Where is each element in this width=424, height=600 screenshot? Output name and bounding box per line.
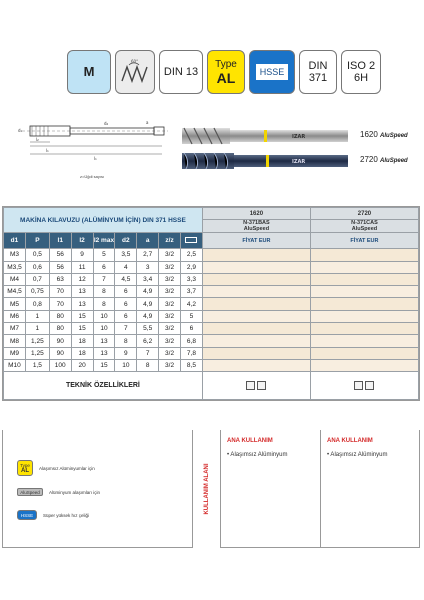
product-sub-text: AluSpeed [243,226,270,233]
svg-text:a: a [146,120,149,125]
tool-icon [365,381,374,390]
tech-features-label: TEKNİK ÖZELLİKLERİ [4,372,203,400]
type-al-badge [207,50,245,94]
table-cell: 1,25 [25,347,49,359]
col-header: l2 max [93,233,115,249]
table-row [4,359,419,371]
din371-line1: DIN [308,60,328,72]
table-cell: 3/2 [159,249,181,261]
price-cell [310,261,418,273]
table-cell: 8 [115,335,137,347]
table-cell: 2,9 [180,261,202,273]
type-al-chip [17,460,33,476]
table-cell: 2,5 [180,249,202,261]
table-cell: 1,25 [25,335,49,347]
col-header: d2 [115,233,137,249]
table-cell: 3/2 [159,359,181,371]
drawing-caption: z=Üğdi sayısı [80,174,105,179]
table-cell: 9 [115,347,137,359]
table-cell: 63 [49,273,71,285]
col-header: l1 [49,233,71,249]
table-cell: 11 [71,261,93,273]
price-cell [202,261,310,273]
table-cell: 8 [137,359,159,371]
product-sub-text: AluSpeed [351,226,378,233]
table-cell: 6,8 [180,335,202,347]
chip-small-text: Type [20,462,30,468]
table-row [4,323,419,335]
table-cell: 15 [93,359,115,371]
col-header: z/z [159,233,181,249]
table-cell: 13 [93,347,115,359]
tech-icons-1620 [202,372,310,400]
table-cell: 0,7 [25,273,49,285]
table-cell: 3/2 [159,298,181,310]
type-label: Type [215,58,237,70]
table-cell: 80 [49,310,71,322]
table-cell: 90 [49,347,71,359]
table-row [4,261,419,273]
table-cell: 12 [71,273,93,285]
table-cell: 7,8 [180,347,202,359]
legend-item-hsse [17,510,89,520]
iso-line1: ISO 2 [346,60,376,72]
tool-label-2720 [360,155,408,164]
table-cell: 0,8 [25,298,49,310]
table-cell: 0,5 [25,249,49,261]
legend-item-aluspeed [17,488,100,496]
hsse-badge [249,50,295,94]
table-cell: 6 [180,323,202,335]
table-cell: 3,4 [137,273,159,285]
tool-photo-1620 [182,125,348,147]
table-cell: 8 [93,298,115,310]
table-title: MAKİNA KILAVUZU (ALÜMİNYUM İÇİN) DIN 371 HSSE [4,208,203,233]
price-cell [310,323,418,335]
table-cell: 6 [115,310,137,322]
table-cell: M6 [4,310,26,322]
price-cell [202,310,310,322]
legend [3,430,193,548]
table-cell: 56 [49,249,71,261]
table-cell: 1 [25,310,49,322]
table-cell: 0,6 [25,261,49,273]
table-cell: 4,5 [115,273,137,285]
tool-photo-2720 [182,150,348,172]
table-cell: 100 [49,359,71,371]
price-cell [310,249,418,261]
hsse-chip: HSSE [17,510,37,520]
table-cell: 3/2 [159,323,181,335]
table-cell: 1,5 [25,359,49,371]
material-icon [246,381,255,390]
table-cell: 3/2 [159,286,181,298]
table-cell: M10 [4,359,26,371]
table-cell: 10 [93,323,115,335]
price-cell [202,335,310,347]
table-cell: 15 [71,323,93,335]
table-cell: 0,75 [25,286,49,298]
din13-badge [159,50,203,94]
price-cell [202,273,310,285]
price-cell [310,286,418,298]
product-code [310,220,418,233]
product-code-text: N-371BAS [243,220,270,227]
table-row [4,273,419,285]
table-cell: 4,9 [137,286,159,298]
table-cell: 4 [115,261,137,273]
usage-col-1620 [221,430,321,548]
din371-badge [299,50,337,94]
price-cell [202,359,310,371]
table-cell: 10 [115,359,137,371]
table-row [4,335,419,347]
table-cell: 8,5 [180,359,202,371]
usage-section [2,430,420,548]
type-value: AL [216,69,236,86]
tool-number: 2720 [360,155,378,164]
table-cell: 13 [93,335,115,347]
table-cell: 3 [137,261,159,273]
table-cell: 4,2 [180,298,202,310]
usage-item: • Alaşımsız Alüminyum [227,452,288,458]
legend-text: Alüminyum alaşımları için [49,489,101,495]
tool-icon [257,381,266,390]
usage-col-2720 [321,430,421,548]
table-cell: 6,2 [137,335,159,347]
table-cell: 2,7 [137,249,159,261]
legend-text: Alaşımsız Alüminyumlar için [39,465,95,471]
col-header: d1 [4,233,26,249]
table-cell: 70 [49,298,71,310]
table-cell: 90 [49,335,71,347]
table-cell: 3/2 [159,310,181,322]
price-cell [310,298,418,310]
spec-table [2,206,420,401]
hsse-label: HSSE [256,64,289,80]
price-cell [310,273,418,285]
svg-text:l₁: l₁ [94,156,97,161]
price-cell [310,310,418,322]
table-cell: 20 [71,359,93,371]
table-cell: 5,5 [137,323,159,335]
svg-text:IZAR: IZAR [292,159,306,165]
price-cell [202,286,310,298]
table-cell: 4,9 [137,298,159,310]
legend-item-al [17,460,95,476]
col-header: P [25,233,49,249]
iso-badge [341,50,381,94]
price-header: FİYAT EUR [310,233,418,249]
svg-text:d₁: d₁ [18,128,23,133]
table-cell: M4,5 [4,286,26,298]
iso-line2: 6H [353,72,369,84]
spec-badges [67,50,376,96]
legend-text: Süper yüksek hız çeliği [43,512,90,518]
usage-title: ANA KULLANIM [327,438,373,444]
price-cell [310,347,418,359]
price-cell [202,249,310,261]
usage-area-label [193,430,221,548]
tool-brand: AluSpeed [380,158,408,164]
table-cell: 7 [137,347,159,359]
table-cell: M3,5 [4,261,26,273]
table-cell: 4,9 [137,310,159,322]
svg-text:l₁: l₁ [46,148,49,153]
usage-vertical-text: KULLANIM ALANI [203,463,210,515]
din371-line2: 371 [308,72,328,84]
table-cell: 6 [93,261,115,273]
aluspeed-chip: AluSpeed [17,488,43,496]
col-header: a [137,233,159,249]
tool-brand: AluSpeed [380,133,408,139]
table-cell: 13 [71,286,93,298]
table-cell: 80 [49,323,71,335]
svg-text:IZAR: IZAR [292,134,306,140]
table-cell: 13 [71,298,93,310]
metric-label: M [83,64,95,79]
table-cell: 18 [71,347,93,359]
price-cell [310,359,418,371]
table-cell: 5 [93,249,115,261]
material-icon [354,381,363,390]
product-number: 2720 [310,208,418,220]
chip-big-text: AL [21,467,29,474]
table-cell: M3 [4,249,26,261]
table-row [4,249,419,261]
table-cell: M8 [4,335,26,347]
tool-number: 1620 [360,130,378,139]
table-cell: 3,3 [180,273,202,285]
table-cell: 70 [49,286,71,298]
usage-item: • Alaşımsız Alüminyum [327,452,388,458]
drill-icon [180,233,202,249]
price-header: FİYAT EUR [202,233,310,249]
table-cell: M5 [4,298,26,310]
table-cell: M9 [4,347,26,359]
tap-technical-drawing [12,108,172,180]
metric-badge [67,50,111,94]
table-cell: M7 [4,323,26,335]
table-cell: 7 [93,273,115,285]
table-cell: 3,7 [180,286,202,298]
table-cell: 3/2 [159,347,181,359]
price-cell [202,347,310,359]
thread-profile-icon [115,50,155,94]
tool-label-1620 [360,130,408,139]
din13-label: DIN 13 [163,66,199,78]
price-cell [202,323,310,335]
table-cell: 6 [115,298,137,310]
usage-title: ANA KULLANIM [227,438,273,444]
table-cell: 3,5 [115,249,137,261]
table-row [4,286,419,298]
table-cell: 6 [115,286,137,298]
tap-outline-icon [12,108,172,172]
product-code-text: N-371CAS [351,220,378,227]
table-cell: 7 [115,323,137,335]
table-cell: 15 [71,310,93,322]
table-cell: 9 [71,249,93,261]
table-cell: M4 [4,273,26,285]
product-number: 1620 [202,208,310,220]
table-cell: 8 [93,286,115,298]
table-cell: 5 [180,310,202,322]
table-row [4,310,419,322]
table-cell: 3/2 [159,261,181,273]
table-cell: 18 [71,335,93,347]
table-cell: 3/2 [159,335,181,347]
tech-icons-2720 [310,372,418,400]
table-row [4,298,419,310]
table-cell: 1 [25,323,49,335]
product-code [202,220,310,233]
table-cell: 10 [93,310,115,322]
table-cell: 3/2 [159,273,181,285]
table-row [4,347,419,359]
svg-text:60°: 60° [131,59,139,64]
price-cell [202,298,310,310]
col-header: l2 [71,233,93,249]
table-cell: 56 [49,261,71,273]
svg-text:d₂: d₂ [104,121,109,126]
price-cell [310,335,418,347]
svg-text:l₂: l₂ [36,137,39,142]
